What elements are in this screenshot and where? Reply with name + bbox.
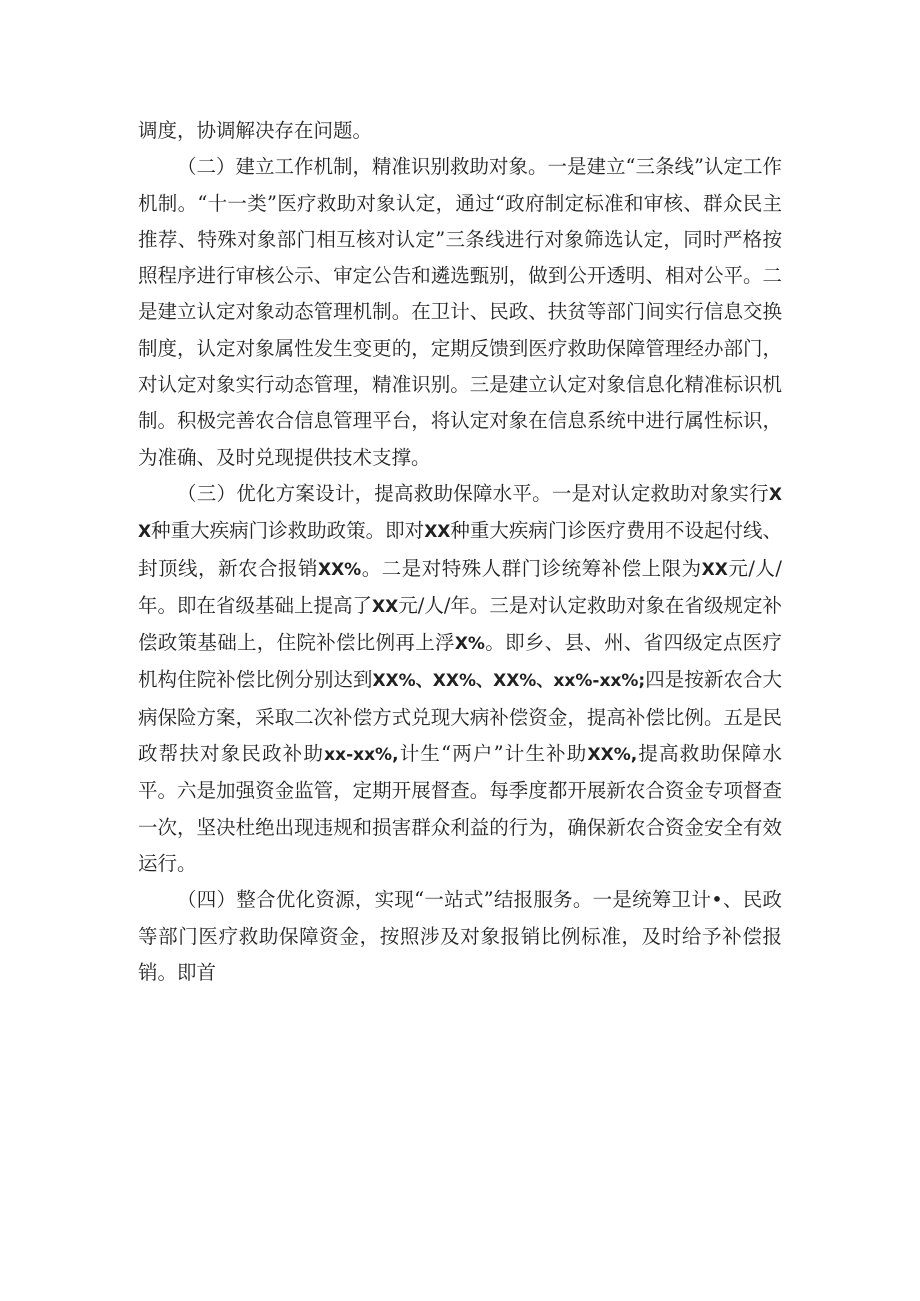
text-run: （四）整合优化资源，实现“一站式”结报服务。一是统筹卫计•、民政等部门医疗救助保障资金，按照涉及对象报销比例标准，及时给予补偿报销。即首 bbox=[138, 888, 782, 984]
text-run: 四是按新农合大病保险方案，采取二次补偿方式兑现大病补偿资金，提高补偿比例。五是民政帮扶对象民政补助 bbox=[138, 668, 782, 766]
text-run: 计生“两户”计生补助 bbox=[398, 742, 588, 766]
text-run: 。即乡、县、州、省四级定点医疗机构住院补偿比例分别达到 bbox=[138, 631, 782, 692]
text-run: 调度，协调解决存在问题。 bbox=[138, 119, 373, 142]
text-run: 提高救助保障水平。六是加强资金监管，定期开展督查。每季度都开展新农合资金专项督查一次，坚决杜绝出现违规和损害群众利益的行为，确保新农合资金安全有效运行。 bbox=[138, 742, 782, 875]
placeholder-value: XX bbox=[424, 522, 451, 543]
text-run: （二）建立工作机制，精准识别救助对象。一是建立“三条线”认定工作机制。“十一类”医疗救助对象认定，通过“政府制定标准和审核、群众民主推荐、特殊对象部门相互核对认定”三条线进行对象筛选认定，同时严格按照程序进行审核公示、审定公告和遴选甄别，做到公开透明、相对公平。二是建立认定对象动态管理机制。在卫计、民政、扶贫等部门间实行信息交换制度，认定对象属性发生变更的，定期反馈到医疗救助保障管理经办部门，对认定对象实行动态管理，精准识别。三是建立认定对象信息化精准标识机制。积极完善农合信息管理平台，将认定对象在信息系统中进行属性标识，为准确、及时兑现提供技术支撑。 bbox=[138, 155, 782, 469]
text-run: 元/人/年。三是对认定救助对象在省级规定补偿政策基础上，住院补偿比例再上浮 bbox=[138, 593, 782, 655]
paragraph-3 bbox=[138, 882, 782, 991]
placeholder-value: XX bbox=[372, 596, 399, 617]
text-run: 元/人/年。即在省级基础上提高了 bbox=[138, 556, 782, 617]
text-run: （三）优化方案设计，提高救助保障水平。一是对认定救助对象实行 bbox=[177, 481, 769, 505]
text-run: 种重大疾病门诊医疗费用不设起付线、封顶线，新农合报销 bbox=[138, 519, 782, 580]
placeholder-value: XX%, bbox=[587, 745, 638, 766]
placeholder-value: X% bbox=[454, 634, 485, 655]
document-body bbox=[138, 113, 782, 991]
placeholder-value: XX bbox=[701, 559, 728, 580]
placeholder-value: xx-xx%, bbox=[324, 745, 399, 766]
paragraph-2 bbox=[138, 476, 782, 882]
placeholder-value: XX% bbox=[317, 559, 362, 580]
placeholder-value: XX bbox=[138, 484, 782, 543]
text-run: 种重大疾病门诊救助政策。即对 bbox=[151, 519, 425, 543]
text-run: 。二是对特殊人群门诊统筹补偿上限为 bbox=[361, 556, 702, 580]
paragraph-0 bbox=[138, 113, 782, 149]
paragraph-1 bbox=[138, 149, 782, 476]
placeholder-value: XX%、XX%、XX%、xx%-xx%; bbox=[372, 671, 646, 692]
